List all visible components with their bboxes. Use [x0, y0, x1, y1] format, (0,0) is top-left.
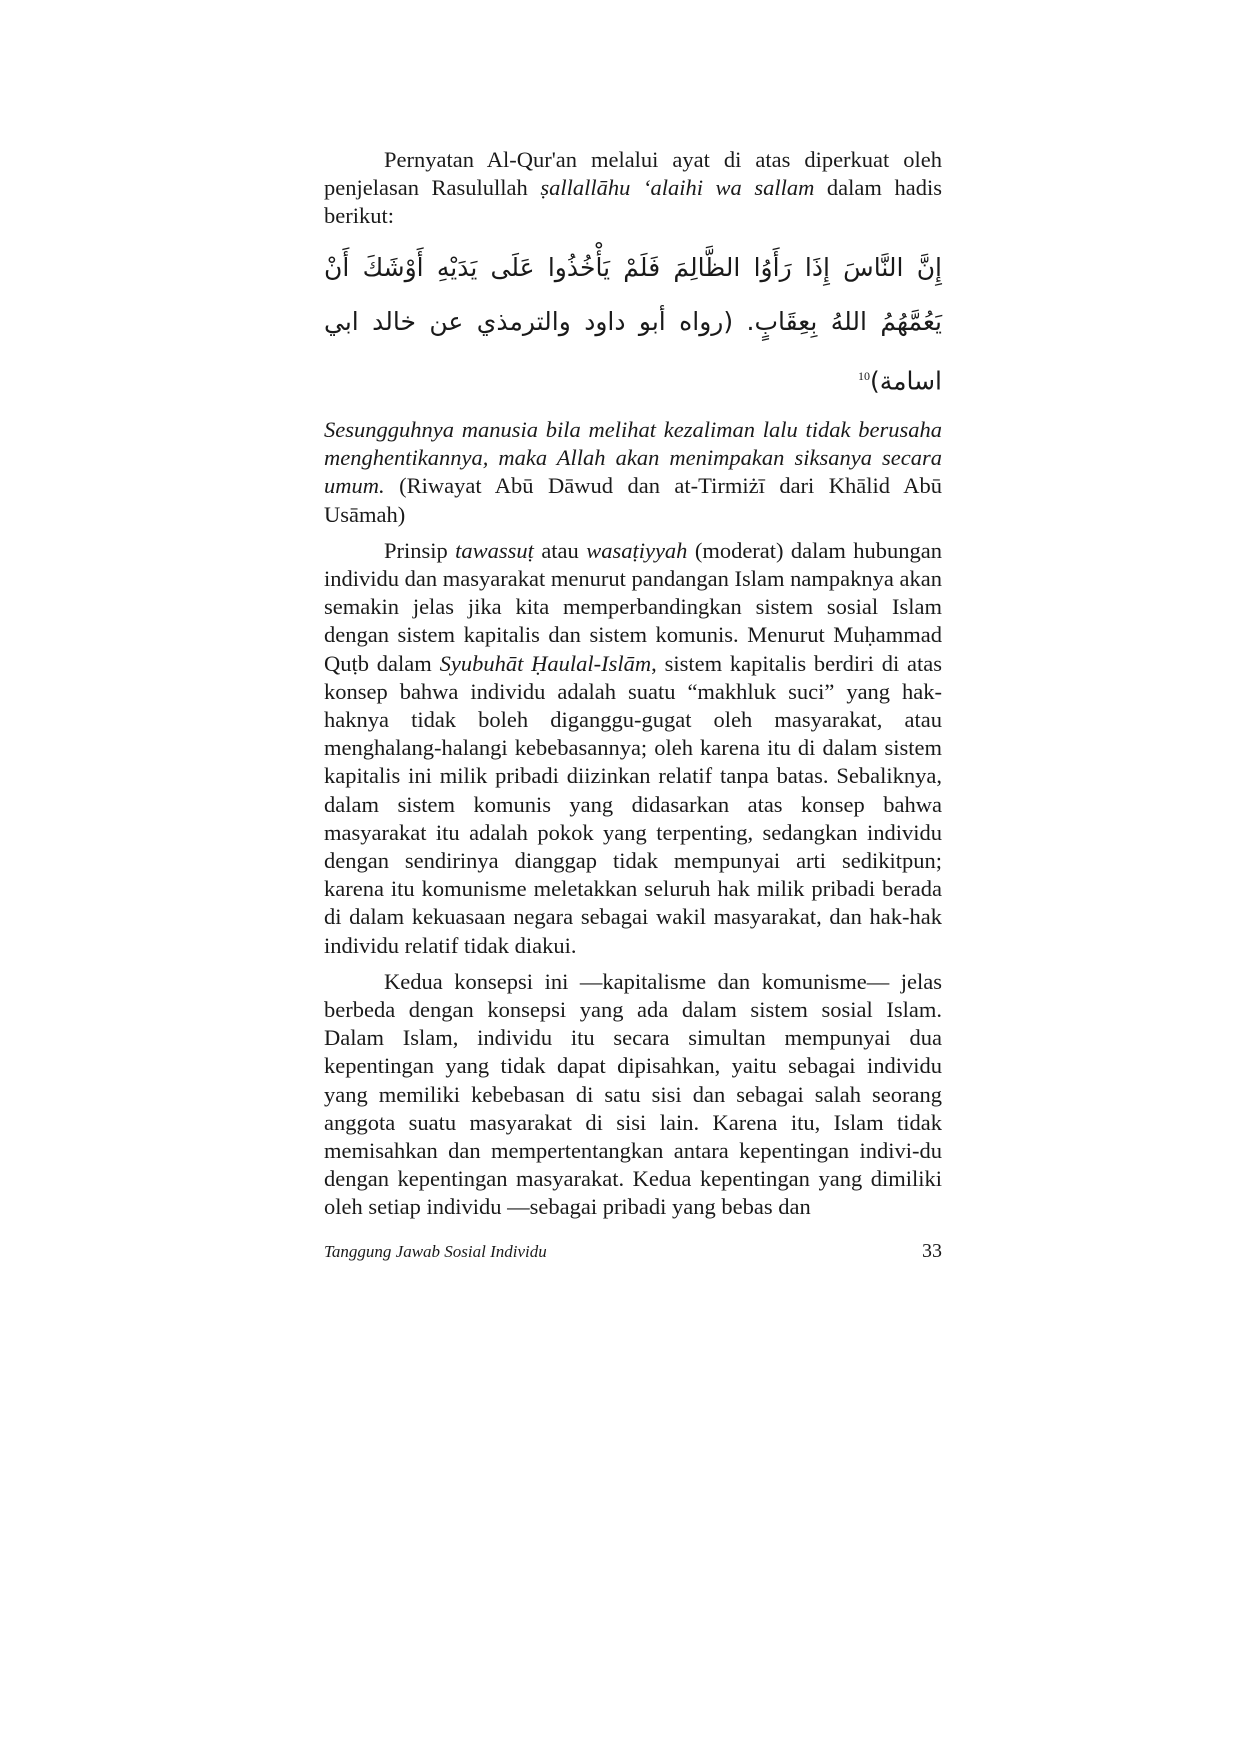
paragraph-moderation — [324, 537, 942, 960]
intro-text-start: Pernyatan Al-Qur'an melalui ayat di atas diperkuat oleh penjelasan Rasulullah — [324, 147, 942, 201]
paragraph-conceptions — [324, 968, 942, 1222]
hadith-arabic — [324, 241, 942, 408]
term-tawassut: tawassuṭ — [455, 537, 534, 563]
conceptions-text: Kedua konsepsi ini —kapitalisme dan komunisme— jelas berbeda dengan konsepsi yang ada dalam sistem sosial Islam. Dalam Islam, individu itu secara simultan mempunyai dua kepentingan yang tidak dapat dipisahkan, yaitu sebagai individu yang memiliki kebebasan di satu sisi dan sebagai salah seorang anggota suatu masyarakat di sisi lain. Karena itu, Islam tidak memisahkan dan mempertentangkan antara kepentingan indivi-du dengan kepentingan masyarakat. Kedua kepentingan yang dimiliki oleh setiap individu —sebagai pribadi yang bebas dan — [324, 968, 942, 1220]
intro-honorific: ṣallallāhu ‘alaihi wa sallam — [540, 175, 815, 201]
page-body — [324, 146, 942, 1222]
hadith-translation — [324, 416, 942, 529]
moderation-text-4: , sistem kapitalis berdiri di atas konsep bahwa individu adalah suatu “makhluk suci” yang hak-haknya tidak boleh diganggu-gugat oleh masyarakat, atau menghalang-halangi kebebasannya; oleh karena itu di dalam sistem kapitalis ini milik pribadi diizinkan relatif tanpa batas. Sebaliknya, dalam sistem komunis yang didasarkan atas konsep bahwa masyarakat itu adalah pokok yang terpenting, sedangkan individu dengan sendirinya dianggap tidak mempunyai arti sedikitpun; karena itu komunisme meletakkan seluruh hak milik pribadi berada di dalam kekuasaan negara sebagai wakil masyarakat, dan hak-hak individu relatif tidak diakui. — [324, 650, 942, 958]
translation-source: (Riwayat Abū Dāwud dan at-Tirmiżī dari Khālid Abū Usāmah) — [324, 473, 942, 527]
moderation-text-2: atau — [533, 537, 587, 563]
book-title: Syubuhāt Ḥaulal-Islām — [439, 650, 652, 676]
running-title: Tanggung Jawab Sosial Individu — [324, 1242, 547, 1261]
term-wasatiyyah: wasaṭiyyah — [586, 537, 688, 563]
paragraph-intro — [324, 146, 942, 231]
hadith-arabic-text: إِنَّ النَّاسَ إِذَا رَأَوُا الظَّالِمَ فَلَمْ يَأْخُذُوا عَلَى يَدَيْهِ أَوْشَكَ أَنْ يَعُمَّهُمُ اللهُ بِعِقَابٍ. (رواه أبو داود والترمذي عن خالد ابي اسامة) — [324, 252, 942, 395]
footnote-marker[interactable]: 10 — [857, 368, 870, 383]
page-footer — [324, 1238, 942, 1266]
moderation-text-1: Prinsip — [384, 537, 456, 563]
page-number: 33 — [922, 1240, 942, 1262]
intro-text-end: dalam hadis berikut: — [324, 175, 942, 229]
moderation-text-3: (moderat) dalam hubungan individu dan masyarakat menurut pandangan Islam nampaknya akan semakin jelas jika kita memperbandingkan sistem sosial Islam dengan sistem kapitalis dan sistem komunis. Menurut Muḥammad Quṭb dalam — [324, 537, 943, 676]
translation-text: Sesungguhnya manusia bila melihat kezaliman lalu tidak berusaha menghentikannya, maka Allah akan menimpakan siksanya secara umum. — [324, 416, 942, 499]
